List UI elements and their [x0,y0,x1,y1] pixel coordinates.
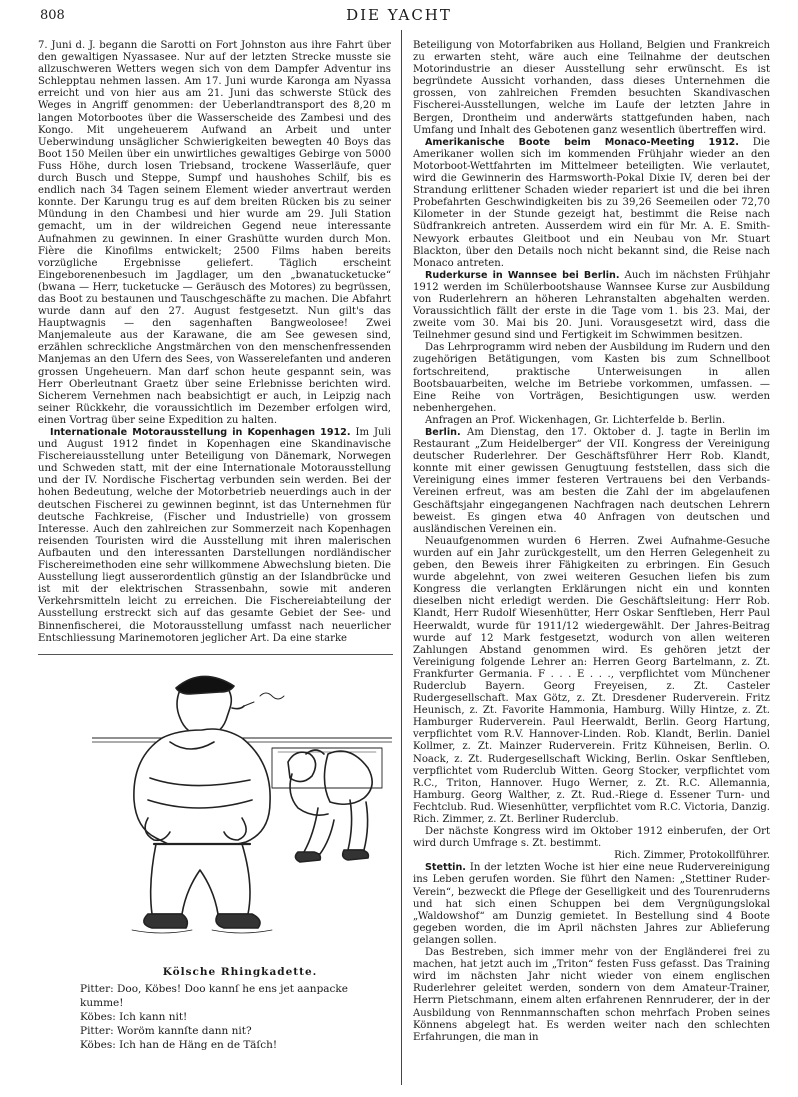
column-divider [401,30,402,1085]
article-paragraph: Neuaufgenommen wurden 6 Herren. Zwei Aufnahme-Gesuche wurden auf ein Jahr zurückgestellt, um den Herren Gelegenheit zu geben, den Beweis ihrer Fähigkeiten zu erbringen. Ein Gesuch wurde abgelehnt, von zwei weiteren Gesuchen liefen bis zum Kongress die verlangten Erklärungen nicht ein und konnten dieselben nicht erledigt werden. Die Geschäftsleitung: Herr Rob. Klandt, Herr Rudolf Wiesenhütter, Herr Oskar Senftleben, Herr Paul Heerwaldt, wurde für 1911/12 wiedergewählt. Der Jahres-Beitrag wurde auf 12 Mark festgesetzt, wodurch von allen weiteren Zahlungen Abstand genommen wird. Es gehören jetzt der Vereinigung folgende Lehrer an: Herren Georg Bartelmann, z. Zt. Frankfurter Germania. F . . . E . . ., verpflichtet vom Münchener Ruderclub Bayern. Georg Freyeisen, z. Zt. Casteler Rudergesellschaft. Max Götz, z. Zt. Dresdener Ruderverein. Fritz Heunisch, z. Zt. Favorite Hammonia, Hamburg. Willy Hintze, z. Zt. Hamburger Ruderverein. Paul Heerwaldt, Berlin. Georg Hartung, verpflichtet vom R.V. Hannover-Linden. Rob. Klandt, Berlin. Daniel Kollmer, z. Zt. Mainzer Ruderverein. Fritz Kühneisen, Berlin. O. Noack, z. Zt. Rudergesellschaft Wicking, Berlin. Oskar Senftleben, verpflichtet vom Ruderclub Witten. Georg Stocker, verpflichtet vom R.C., Triton, Hannover. Hugo Werner, z. Zt. R.C. Allemannia, Hamburg. Georg Walther, z. Zt. Rud.-Riege d. Essener Turn- und Fechtclub. Rud. Wiesenhütter, verpflichtet vom R.C. Victoria, Danzig. Rich. Zimmer, z. Zt. Berliner Ruderclub. [413,535,770,825]
illustration-rule [38,654,393,655]
article-paragraph [413,427,770,536]
section-body: Die Amerikaner wollen sich im kommenden Frühjahr wieder an den Motorboot-Wettfahrten im Mittelmeer beteiligten. Wie verlautet, wird die Gewinnerin des Harmsworth-Pokal Dixie IV, deren bei der Strandung erlittener Schaden wieder repariert ist und die bei ihren Probefahrten Geschwindigkeiten bis zu 39,26 Seemeilen oder 72,70 Kilometer in der Stunde gezeigt hat, bestimmt die Reise nach Südfrankreich antreten. Ausserdem wird ein für Mr. A. E. Smith-Newyork erbautes Gleitboot und ein Neubau von Mr. Stuart Blackton, über den Details noch nicht bekannt sind, die Reise nach Monaco antreten. [413,136,770,269]
section-heading: Ruderkurse in Wannsee bei Berlin. [425,269,620,281]
page-header [0,6,798,26]
section-body: Im Juli und August 1912 findet in Kopenhagen eine Skandinavische Fischereiausstellung unter Beteiligung von Dänemark, Norwegen und Schweden statt, mit der eine Internationale Motorausstellung und der IV. Nordische Fischertag verbunden sein werden. Bei der hohen Bedeutung, welche der Motorbetrieb neuerdings auch in der deutschen Fischerei zu gewinnen beginnt, ist das Unternehmen für deutsche Fachkreise, (Fischer und Industrielle) von grossem Interesse. Auch den zahlreichen zur Sommerzeit nach Kopenhagen reisenden Touristen wird die Ausstellung mit ihren malerischen Aufbauten und den interessanten Darstellungen nordländischer Fischereimethoden eine sehr willkommene Abwechslung bieten. Die Ausstellung liegt ausserordentlich günstig an der Islandbrücke und ist mit der elektrischen Strassenbahn, sowie mit anderen Verkehrsmitteln leicht zu erreichen. Die Fischereiabteilung der Ausstellung erstreckt sich auf das gesamte Gebiet der See- und Binnenfischerei, die Motorausstellung umfasst nach neuerlicher Entschliessung Marinemotoren jeglicher Art. Da eine starke [38,427,391,644]
section-heading: Amerikanische Boote beim Monaco-Meeting 1912. [425,136,739,148]
section-heading: Berlin. [425,427,461,438]
running-title: DIE YACHT [346,6,452,24]
article-paragraph: Das Bestreben, sich immer mehr von der Engländerei frei zu machen, hat jetzt auch im „Triton“ festen Fuss gefasst. Das Training wird im nächsten Jahr nicht wieder von einem englischen Ruderlehrer geleitet werden, sondern von dem Amateur-Trainer, Herrn Pietschmann, einem alten erfahrenen Rennruderer, der in der Ausbildung von Rennmannschaften schon mehrfach Proben seines Könnens abgelegt hat. Es werden weiter nach den schlechten Erfahrungen, die man in [413,947,770,1043]
caption-line: Köbes: Ich han de Häng en de Täſch! [80,1039,278,1051]
article-paragraph [413,270,770,343]
cartoon-illustration [92,668,392,958]
article-paragraph: Anfragen an Prof. Wickenhagen, Gr. Lichterfelde b. Berlin. [425,414,726,426]
section-heading: Internationale Motorausstellung in Kopenhagen 1912. [50,427,351,438]
caption-line: Pitter: Woröm kannſte dann nit? [80,1025,252,1037]
signature: Rich. Zimmer, Protokollführer. [614,850,770,862]
caption-title: Kölsche Rhingkadette. [162,966,318,978]
page-number: 808 [40,8,65,23]
article-paragraph [413,862,770,947]
cartoon-caption [80,965,400,1052]
right-column [413,40,770,1044]
left-column [38,40,391,645]
caption-line: kumme! [80,997,124,1009]
section-heading: Stettin. [425,862,466,874]
caption-line: Köbes: Ich kann nit! [80,1011,188,1023]
article-paragraph: Das Lehrprogramm wird neben der Ausbildung im Rudern und den zugehörigen Betätigungen, vom Kasten bis zum Schnellboot fortschreitend, praktische Unterweisungen in allen Bootsbauarbeiten, welche im Betriebe vorkommen, umfassen. — Eine Reihe von Vorträgen, Besichtigungen usw. werden nebenhergehen. [413,342,770,414]
article-paragraph [38,427,391,645]
caption-line: Pitter: Doo, Köbes! Doo kannſ he ens jet aanpacke [80,983,349,995]
article-paragraph [413,137,770,270]
article-paragraph: Beteiligung von Motorfabriken aus Holland, Belgien und Frankreich zu erwarten steht, wäre auch eine Teilnahme der deutschen Motorindustrie an dieser Ausstellung sehr erwünscht. Es ist begründete Aussicht vorhanden, dass dieses Unternehmen die grossen, von zahlreichen Fremden besuchten Skandivaschen Fischerei-Ausstellungen, welche im Laufe der letzten Jahre in Bergen, Drontheim und anderwärts stattgefunden haben, nach Umfang und Inhalt des Gebotenen ganz wesentlich übertreffen wird. [413,40,770,136]
article-paragraph: Der nächste Kongress wird im Oktober 1912 einberufen, der Ort wird durch Umfrage s. Zt. bestimmt. [413,826,770,850]
section-body: In der letzten Woche ist hier eine neue Rudervereinigung ins Leben gerufen worden. Sie führt den Namen: „Stettiner Ruder-Verein“, bezweckt die Pflege der Geselligkeit und des Tourenruderns und hat sich einen Schuppen bei dem Vergnügungslokal „Waldowshof“ am Dunzig gemietet. In Bestellung sind 4 Boote gegeben worden, die im April nächsten Jahres zur Ablieferung gelangen sollen. [413,862,770,946]
section-body: Am Dienstag, den 17. Oktober d. J. tagte in Berlin im Restaurant „Zum Heidelberger“ der VII. Kongress der Vereinigung deutscher Ruderlehrer. Der Geschäftsführer Herr Rob. Klandt, konnte mit einer gewissen Genugtuung feststellen, dass sich die Vereinigung eines immer festeren Vertrauens bei den Verbands-Vereinen erfreut, was am besten die Zahl der im abgelaufenen Geschäftsjahr eingegangenen Nachfragen nach deutschen Lehrern beweist. Es gingen etwa 40 Anfragen von deutschen und ausländischen Vereinen ein. [413,427,770,535]
article-paragraph: 7. Juni d. J. begann die Sarotti on Fort Johnston aus ihre Fahrt über den gewaltigen Nyassasee. Nur auf der letzten Strecke musste sie allzuschweren Wetters wegen sich von dem Dampfer Adventur ins Schlepptau nehmen lassen. Am 17. Juni wurde Karonga am Nyassa erreicht und von hier aus am 21. Juni das schwerste Stück des Weges in Angriff genommen: der Ueberlandtransport des 8,20 m langen Motorbootes über die Wasserscheide des Zambesi und des Kongo. Mit ungeheuerem Aufwand an Arbeit und unter Ueberwindung unsäglicher Schwierigkeiten bewegten 40 Boys das Boot 150 Meilen über ein unwirtliches gewaltiges Gebirge von 5000 Fuss Höhe, durch losen Triebsand, trockene Wasserläufe, quer durch Busch und Steppe, Sumpf und haushohes Schilf, bis es endlich nach 34 Tagen seinem Element wieder anvertraut werden konnte. Der Karungu trug es auf dem breiten Rücken bis zu seiner Mündung in den Chambesi und hier wurde am 29. Juli Station gemacht, um in der wildreichen Gegend neue interessante Aufnahmen zu gewinnen. In einer Grashütte wurden durch Mon. Fière die Kinofilms entwickelt; 2500 Films haben bereits vorzügliche Ergebnisse geliefert. Täglich erscheint Eingeborenenbesuch im Jagdlager, um den „bwanatucketucke“ (bwana — Herr, tucketucke — Geräusch des Motores) zu begrüssen, das Boot zu bestaunen und Tauschgeschäfte zu machen. Die Abfahrt wurde dann auf den 27. August festgesetzt. Nun gilt's das Hauptwagnis — den sagenhaften Bangweolosee! Zwei Manjemaleute aus der Karawane, die am See gewesen sind, erzählen schreckliche Angstmärchen von den menschenfressenden Manjemas an den Ufern des Sees, von Wasserelefanten und anderen grossen Ungeheuern. Man darf schon heute gespannt sein, was Herr Oberleutnant Graetz über seine Erlebnisse berichten wird. Sicherem Vernehmen nach beabsichtigt er auch, in Leipzig nach seiner Rückkehr, die voraussichtlich im Dezember erfolgen wird, einen Vortrag über seine Expedition zu halten. [38,40,391,426]
section-body: Auch im nächsten Frühjahr 1912 werden im Schülerbootshause Wannsee Kurse zur Ausbildung von Ruderlehrern an höheren Lehranstalten abgehalten werden. Voraussichtlich fällt der erste in die Tage vom 1. bis 23. Mai, der zweite vom 30. Mai bis 20. Juni. Vorausgesetzt wird, dass die Teilnehmer gesund sind und Fertigkeit im Schwimmen besitzen. [413,269,770,342]
